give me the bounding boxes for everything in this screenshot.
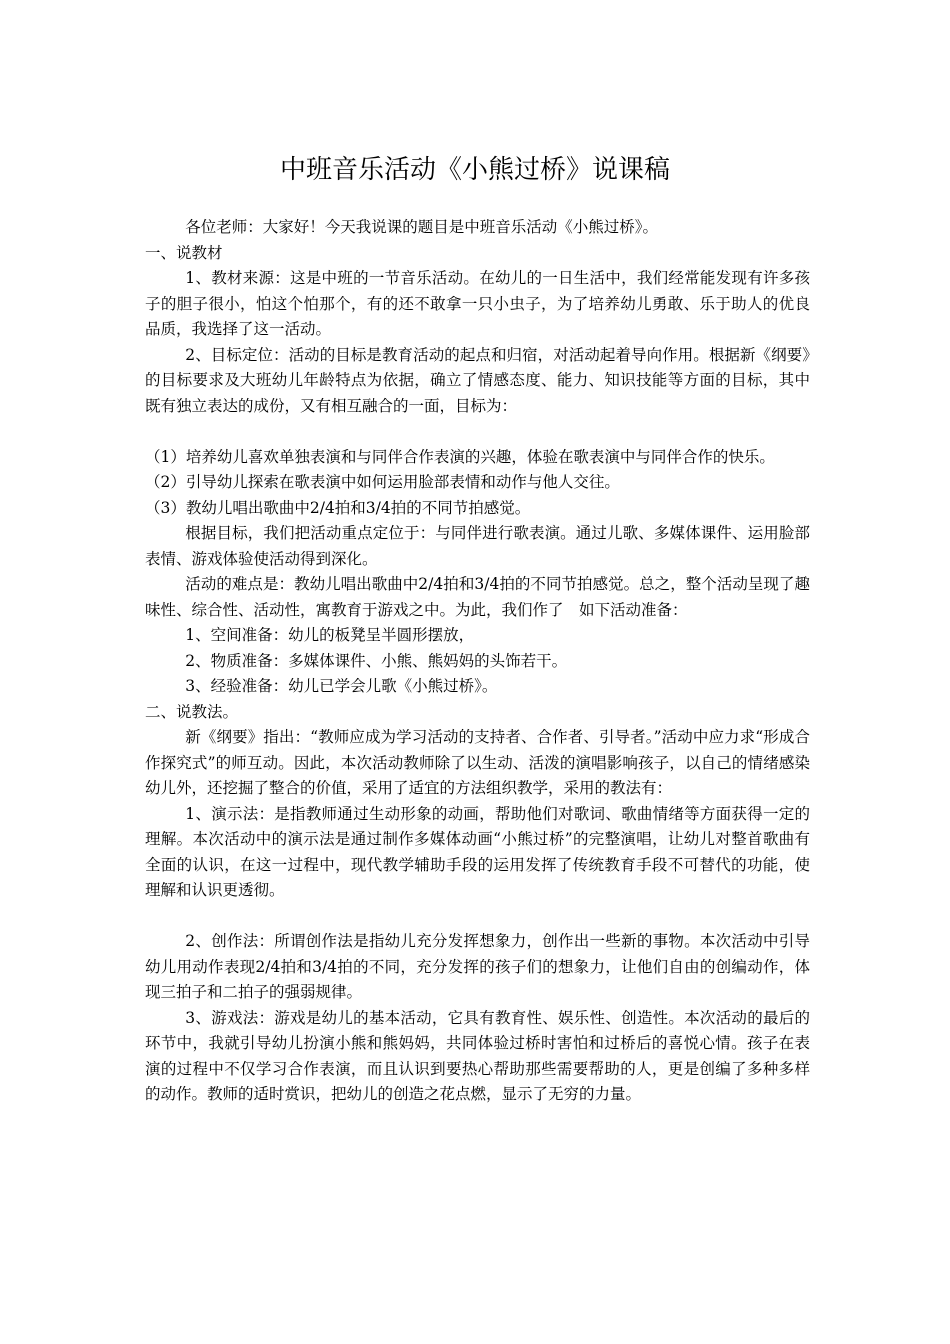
method-item-demonstration: 1、演示法：是指教师通过生动形象的动画，帮助他们对歌词、歌曲情绪等方面获得一定的理解。本次活动中的演示法是通过制作多媒体动画“小熊过桥”的完整演唱，让幼儿对整首歌曲有全面的认识，在这一过程中，现代教学辅助手段的运用发挥了传统教育手段不可替代的功能，使理解和认识更透彻。 bbox=[145, 804, 810, 899]
paragraph-greeting: 各位老师：大家好！今天我说课的题目是中班音乐活动《小熊过桥》。 bbox=[185, 218, 659, 236]
prep-item-space: 1、空间准备：幼儿的板凳呈半圆形摆放， bbox=[185, 626, 475, 644]
goal-item-1: （1）培养幼儿喜欢单独表演和与同伴合作表演的兴趣，体验在歌表演中与同伴合作的快乐。 bbox=[145, 447, 775, 466]
section-heading-materials: 一、说教材 bbox=[145, 243, 223, 262]
section-heading-methods: 二、说教法。 bbox=[145, 702, 239, 721]
method-item-creation: 2、创作法：所谓创作法是指幼儿充分发挥想象力，创作出一些新的事物。本次活动中引导幼儿用动作表现2/4拍和3/4拍的不同，充分发挥的孩子们的想象力，让他们自由的创编动作，体现三拍子和二拍子的强弱规律。 bbox=[145, 932, 810, 1001]
document-title: 中班音乐活动《小熊过桥》说课稿 bbox=[279, 155, 670, 185]
document-body bbox=[145, 215, 810, 1108]
paragraph-goal-positioning: 2、目标定位：活动的目标是教育活动的起点和归宿，对活动起着导向作用。根据新《纲要》的目标要求及大班幼儿年龄特点为依据，确立了情感态度、能力、知识技能等方面的目标，其中既有独立表达的成份，又有相互融合的一面，目标为： bbox=[145, 345, 810, 415]
method-item-game: 3、游戏法：游戏是幼儿的基本活动，它具有教育性、娱乐性、创造性。本次活动的最后的环节中，我就引导幼儿扮演小熊和熊妈妈，共同体验过桥时害怕和过桥后的喜悦心情。孩子在表演的过程中不仅学习合作表演，而且认识到要热心帮助那些需要帮助的人，更是创编了多种多样的动作。教师的适时赏识，把幼儿的创造之花点燃，显示了无穷的力量。 bbox=[145, 1008, 810, 1103]
prep-item-experience: 3、经验准备：幼儿已学会儿歌《小熊过桥》。 bbox=[185, 677, 498, 695]
paragraph-material-source: 1、教材来源：这是中班的一节音乐活动。在幼儿的一日生活中，我们经常能发现有许多孩子的胆子很小，怕这个怕那个，有的还不敢拿一只小虫子，为了培养幼儿勇敢、乐于助人的优良品质，我选择了这一活动。 bbox=[145, 269, 810, 338]
prep-item-material: 2、物质准备：多媒体课件、小熊、熊妈妈的头饰若干。 bbox=[185, 651, 568, 670]
paragraph-difficulty: 活动的难点是：教幼儿唱出歌曲中2/4拍和3/4拍的不同节拍感觉。总之，整个活动呈现了趣味性、综合性、活动性，寓教育于游戏之中。为此，我们作了 如下活动准备： bbox=[145, 575, 810, 619]
goal-item-2: （2）引导幼儿探索在歌表演中如何运用脸部表情和动作与他人交往。 bbox=[145, 473, 620, 491]
goal-item-3: （3）教幼儿唱出歌曲中2/4拍和3/4拍的不同节拍感觉。 bbox=[145, 498, 531, 517]
paragraph-guideline: 新《纲要》指出：“教师应成为学习活动的支持者、合作者、引导者。”活动中应力求“形成合作探究式”的师互动。因此，本次活动教师除了以生动、活泼的演唱影响孩子，以自己的情绪感染幼儿外，还挖掘了整合的价值，采用了适宜的方法组织教学，采用的教法有： bbox=[145, 728, 810, 797]
paragraph-key-point: 根据目标，我们把活动重点定位于：与同伴进行歌表演。通过儿歌、多媒体课件、运用脸部表情、游戏体验使活动得到深化。 bbox=[145, 524, 810, 568]
